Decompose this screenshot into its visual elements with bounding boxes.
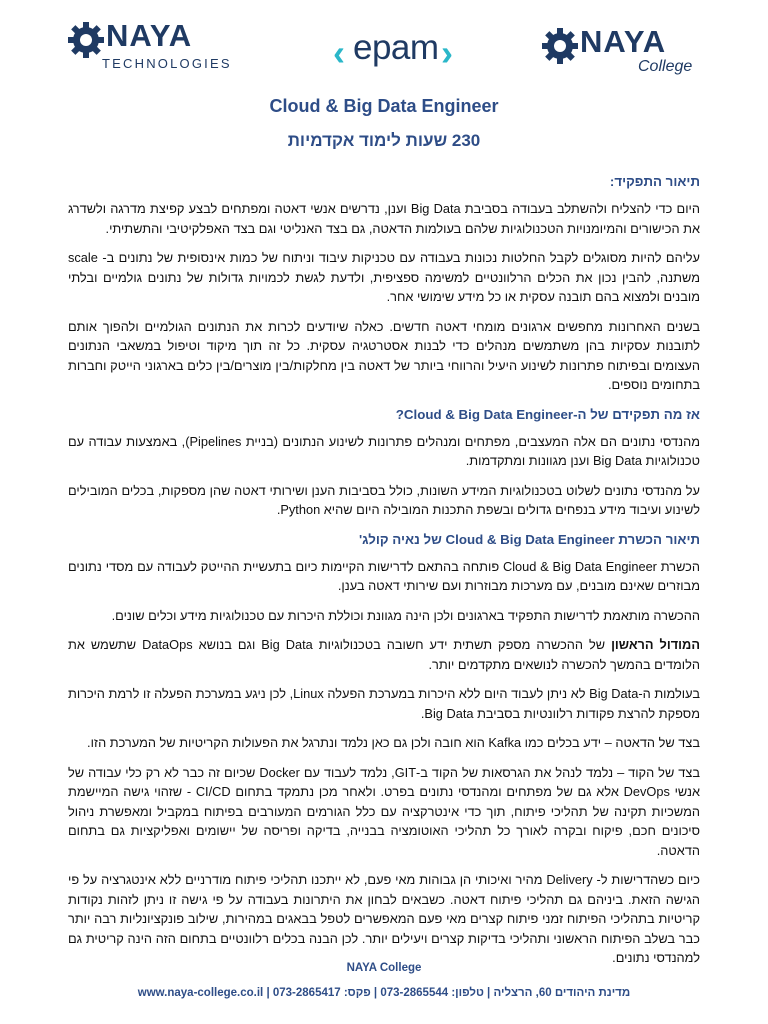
- gear-icon: [66, 20, 106, 60]
- paragraph-text: של ההכשרה מספק תשתית ידע חשובה בטכנולוגיות Big Data וגם בנושא DataOps שתשמש את הלומדים בהמשך להכשרה לנושאים מתקדמים יותר.: [68, 637, 700, 672]
- footer-contact: מדינת היהודים 60, הרצליה | טלפון: 073-2865544 | פקס: 073-2865417 | www.naya-college.co.il: [137, 987, 631, 999]
- chevron-right-icon: ›: [441, 32, 453, 73]
- logo-tagline: College: [638, 58, 693, 75]
- document-body: [68, 172, 700, 978]
- section-heading: אז מה תפקידם של ה-Cloud & Big Data Engineer?: [395, 406, 700, 422]
- epam-logo: [333, 26, 457, 74]
- paragraph: בצד של הדאטה – ידע בכלים כמו Kafka הוא חובה ולכן גם כאן נלמד ונתרגל את הפעולות הקריטיות של המערכת הזו.: [87, 735, 700, 750]
- chevron-left-icon: ‹: [333, 32, 345, 73]
- paragraph: על מהנדסי נתונים לשלוט בטכנולוגיות המידע השונות, כולל בסביבות הענן ושירותי דאטה שהן מספקות, בכלים המובילים לשינוע ועיבוד מידע בנפחים גדולים ובשפת התכנות המובילה היום שהיא Python.: [68, 482, 700, 517]
- paragraph: היום כדי להצליח ולהשתלב בעבודה בסביבת Big Data וענן, נדרשים אנשי דאטה ומפתחים לבצע קפיצת מדרגה ולשדרג את הכישורים והמיומנויות הטכנולוגיות שלהם בעולמות הדאטה, גם בצד האנליטי וגם בצד האפלקיטיבי והתשתיתי.: [68, 201, 700, 236]
- naya-technologies-logo: [66, 18, 232, 78]
- logo-name: epam: [353, 28, 439, 67]
- paragraph: בעולמות ה-Big Data לא ניתן לעבוד היום ללא היכרות במערכת הפעלה Linux, לכן ניגע במערכת הפעלה זו לרמת היכרות מספקת להרצת פקודות רלוונטיות בסביבת Big Data.: [68, 686, 700, 721]
- page-subtitle: 230 שעות לימוד אקדמיות: [287, 131, 481, 150]
- logo-name: NAYA: [580, 24, 667, 59]
- paragraph: כיום כשהדרישות ל- Delivery מהיר ואיכותי הן גבוהות מאי פעם, לא ייתכנו תהליכי פיתוח מודרניים ללא אינטגרציה על פי הגישה הזאת. ביניהם גם תהליכי פיתוח דאטה. כשבאים לבחון את היתרונות בעבודה על פי גישה זו ניתן לזהות נקודות קריטיות בתהליכי הפיתוח זמני פיתוח קצרים מאי פעם המאפשרים לטפל בבאגים במהירות, שילוב פונקציונליות רבה יותר כבר בשלב הפיתוח הראשוני ותהליכי בדיקות קצרים ויעילים יותר. לכן הבנה בכלים רלוונטיים בתחום הזה הינה קריטית גם למהנדסי נתונים.: [68, 872, 700, 965]
- paragraph: [68, 635, 700, 674]
- section-heading: תיאור התפקיד:: [609, 174, 700, 189]
- logo-name: NAYA: [106, 18, 193, 53]
- paragraph: הכשרת Cloud & Big Data Engineer פותחה בהתאם לדרישות הקיימות כיום בתעשיית ההייטק לעבודה עם מסדי נתונים מבוזרים שאינם מובנים, עם מערכות מבוזרות ועם שירותי דאטה בענן.: [68, 558, 700, 593]
- bold-lead: המודול הראשון: [611, 637, 700, 652]
- gear-icon: [540, 26, 580, 66]
- paragraph: עליהם להיות מסוגלים לקבל החלטות נכונות בעבודה עם טכניקות עיבוד וניתוח של כמות אינסופית של נתונים ב- scale משתנה, להבין נכון את הכלים הרלוונטיים למשימה ספציפית, ולדעת לגשת לכמויות גדולות של נתונים גולמיים ובלתי מובנים ולמצוא בהם תובנה עסקית או כל מידע שימושי אחר.: [68, 250, 700, 304]
- logo-tagline: TECHNOLOGIES: [102, 56, 232, 71]
- logo-bar: [0, 14, 768, 86]
- footer-org: NAYA College: [346, 962, 422, 974]
- paragraph: ההכשרה מותאמת לדרישות התפקיד בארגונים ולכן הינה מגוונת וכוללת היכרות עם טכנולוגיות מידע וכלים שונים.: [111, 607, 700, 623]
- paragraph: מהנדסי נתונים הם אלה המעצבים, מפתחים ומנהלים פתרונות לשינוע הנתונים (בניית Pipelines), באמצעות עבודה עם טכנולוגיות Big Data וענן מגוונות ומתקדמות.: [68, 433, 700, 468]
- paragraph: בצד של הקוד – נלמד לנהל את הגרסאות של הקוד ב-GIT, נלמד לעבוד עם Docker שכיום זה כבר לא רק כלי עבודה של אנשי DevOps אלא גם של מפתחים ומהנדסי נתונים בפרט. ולאחר מכן נתמקד בתחום CI/CD - שזהוי גישה המיישמת המשכיות תקינה של תהליכי פיתוח, תוך כדי אינטרקציה עם כלל הגורמים המעורבים בפיתוח במקביל ומאפשרת ניהול סיכונים חכם, פיקוח ובקרה לאורך כל תהליכי האוטומציה בבנייה, בדיקה ופריסה של יישומים ואפליקציות גם בתחום הדאטה.: [68, 764, 700, 858]
- section-heading: תיאור הכשרת Cloud & Big Data Engineer של נאיה קולג': [359, 531, 700, 547]
- page-title: Cloud & Big Data Engineer: [269, 96, 499, 116]
- naya-college-logo: [540, 20, 696, 86]
- paragraph: בשנים האחרונות מחפשים ארגונים מומחי דאטה חדשים. כאלה שיודעים לכרות את הנתונים הגולמיים ולהפוך אותם לתובנות עסקיות בהן משתמשים מנהלים כדי לבנות אסטרטגיה עסקית. כל זה תוך מיקוד וטיפול במשאבי הנתונים העצומים ובפיתוח פתרונות לשינוע היעיל והרווחי ביותר של דאטה בין מחלקות/בין מוצרים/בין כלים בארגוני הייטק וחברות בתחומים נוספים.: [68, 318, 700, 392]
